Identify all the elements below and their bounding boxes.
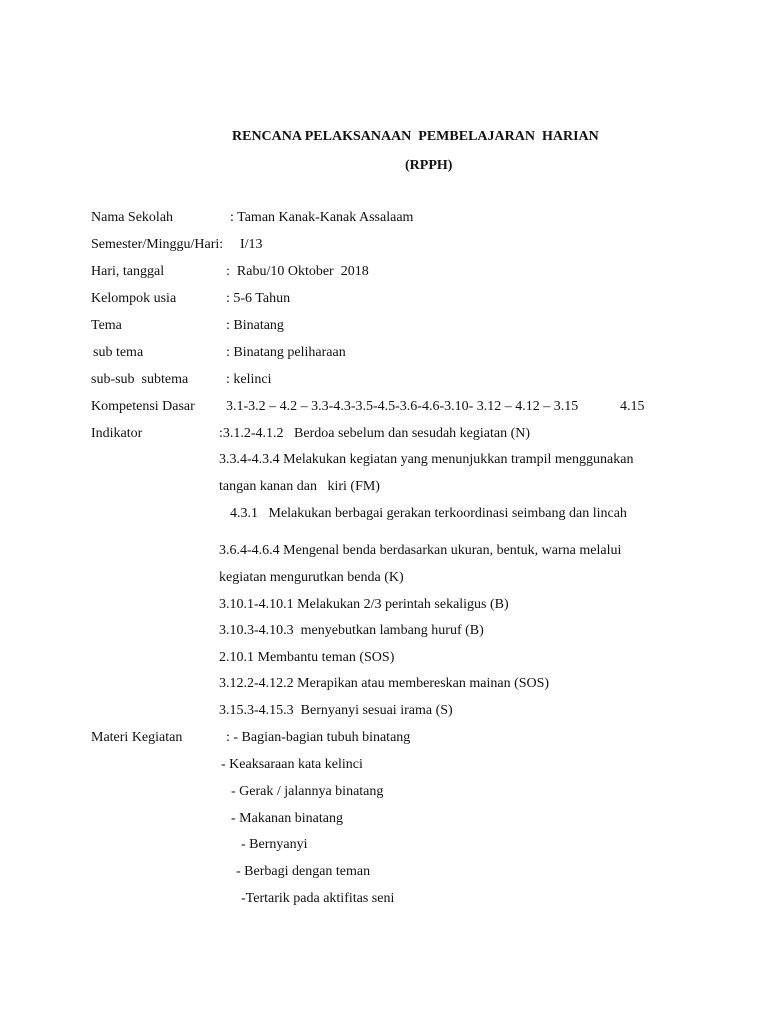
indikator-line: tangan kanan dan kiri (FM) [219, 479, 380, 494]
materi-line: : - Bagian-bagian tubuh binatang [226, 730, 411, 745]
materi-line: - Makanan binatang [231, 811, 343, 826]
field-label-semester: Semester/Minggu/Hari: [91, 237, 224, 252]
indikator-line: :3.1.2-4.1.2 Berdoa sebelum dan sesudah kegiatan (N) [219, 426, 531, 441]
field-label-hari-tanggal: Hari, tanggal [91, 264, 165, 279]
indikator-label: Indikator [91, 426, 143, 441]
materi-label: Materi Kegiatan [91, 730, 183, 745]
indikator-line: 2.10.1 Membantu teman (SOS) [219, 650, 395, 665]
materi-line: - Gerak / jalannya binatang [231, 784, 384, 799]
field-value-tema: : Binatang [226, 318, 284, 333]
field-value-sub-tema: : Binatang peliharaan [226, 345, 346, 360]
document-title: RENCANA PELAKSANAAN PEMBELAJARAN HARIAN [232, 129, 599, 144]
field-label-sub-tema: sub tema [93, 345, 144, 360]
field-value-nama-sekolah: : Taman Kanak-Kanak Assalaam [230, 210, 414, 225]
materi-line: - Keaksaraan kata kelinci [221, 757, 363, 772]
field-value-kompetensi-dasar-tail: 4.15 [620, 399, 645, 414]
indikator-line: 3.12.2-4.12.2 Merapikan atau membereskan mainan (SOS) [219, 676, 550, 691]
field-value-kompetensi-dasar: 3.1-3.2 – 4.2 – 3.3-4.3-3.5-4.5-3.6-4.6-3.10- 3.12 – 4.12 – 3.15 [226, 399, 579, 414]
document-subtitle: (RPPH) [405, 158, 453, 173]
indikator-line: 4.3.1 Melakukan berbagai gerakan terkoordinasi seimbang dan lincah [230, 506, 627, 521]
indikator-line: 3.3.4-4.3.4 Melakukan kegiatan yang menunjukkan trampil menggunakan [219, 452, 634, 467]
indikator-line: 3.10.1-4.10.1 Melakukan 2/3 perintah sekaligus (B) [219, 597, 509, 612]
field-label-kelompok-usia: Kelompok usia [91, 291, 177, 306]
field-value-hari-tanggal: : Rabu/10 Oktober 2018 [226, 264, 369, 279]
field-label-kompetensi-dasar: Kompetensi Dasar [91, 399, 195, 414]
indikator-line: 3.10.3-4.10.3 menyebutkan lambang huruf (B) [219, 623, 484, 638]
field-value-kelompok-usia: : 5-6 Tahun [226, 291, 291, 306]
materi-line: - Berbagi dengan teman [236, 864, 371, 879]
field-label-tema: Tema [91, 318, 122, 333]
indikator-line: kegiatan mengurutkan benda (K) [219, 570, 404, 585]
materi-line: - Bernyanyi [241, 837, 308, 852]
indikator-line: 3.15.3-4.15.3 Bernyanyi sesuai irama (S) [219, 703, 453, 718]
indikator-line: 3.6.4-4.6.4 Mengenal benda berdasarkan ukuran, bentuk, warna melalui [219, 543, 622, 558]
field-value-subsub-subtema: : kelinci [226, 372, 272, 387]
field-value-semester: I/13 [240, 237, 263, 252]
field-label-nama-sekolah: Nama Sekolah [91, 210, 174, 225]
materi-line: -Tertarik pada aktifitas seni [241, 891, 395, 906]
field-label-subsub-subtema: sub-sub subtema [91, 372, 189, 387]
